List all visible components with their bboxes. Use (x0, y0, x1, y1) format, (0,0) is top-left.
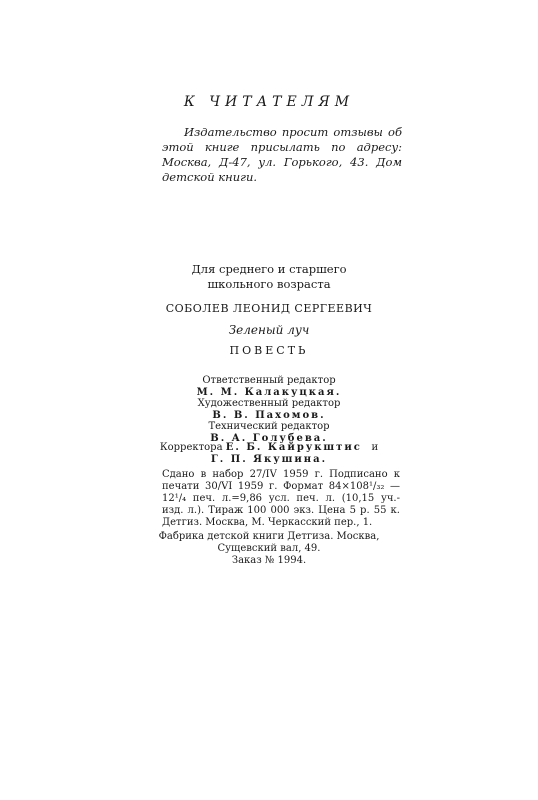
correctors-block (0, 442, 538, 466)
notice-line: Издательство просит отзывы об (184, 125, 402, 139)
factory-line: Сущевский вал, 49. (217, 543, 321, 554)
print-info-line: печати 30/VI 1959 г. Формат 84×108¹/₃₂ — (162, 481, 400, 492)
art-editor-label: Художественный редактор (197, 398, 341, 409)
factory-line: Заказ № 1994. (231, 555, 307, 566)
notice-line: детской книги. (162, 170, 258, 184)
notice-line: этой книге присылать по адресу: (162, 140, 402, 154)
correctors-line (0, 442, 538, 454)
correctors-label: Корректора (159, 442, 223, 453)
editors-block (0, 375, 538, 444)
tech-editor-name: В. А. Голубева. (210, 432, 328, 444)
corrector-name: Е. Б. Кайрукштис (225, 442, 362, 453)
author-name: СОБОЛЕВ ЛЕОНИД СЕРГЕЕВИЧ (165, 302, 373, 315)
reader-notice (162, 125, 402, 185)
corrector-name: Г. П. Якушина. (210, 454, 328, 465)
age-line: Для среднего и старшего (191, 262, 347, 276)
responsible-editor-label: Ответственный редактор (202, 375, 336, 386)
print-info-line: Детгиз. Москва, М. Черкасский пер., 1. (162, 517, 373, 528)
art-editor-name: В. В. Пахомов. (212, 409, 326, 421)
print-info-line: изд. л.). Тираж 100 000 экз. Цена 5 р. 55 к. (162, 505, 400, 516)
print-info-line: 12¹/₄ печ. л.=9,86 усл. печ. л. (10,15 уч.- (162, 493, 400, 504)
genre: ПОВЕСТЬ (229, 344, 309, 357)
print-info-line: Сдано в набор 27/IV 1959 г. Подписано к (162, 469, 400, 480)
age-line: школьного возраста (207, 277, 331, 291)
heading: К ЧИТАТЕЛЯМ (183, 94, 355, 110)
factory-info (0, 531, 538, 567)
age-group (0, 262, 538, 292)
print-info (162, 469, 400, 529)
corrector-conjunction: и (371, 442, 379, 453)
factory-line: Фабрика детской книги Детгиза. Москва, (158, 531, 380, 542)
tech-editor-label: Технический редактор (208, 421, 330, 432)
responsible-editor-name: М. М. Калакуцкая. (196, 386, 342, 398)
book-title: Зеленый луч (228, 323, 310, 337)
notice-line: Москва, Д-47, ул. Горького, 43. Дом (162, 155, 402, 169)
